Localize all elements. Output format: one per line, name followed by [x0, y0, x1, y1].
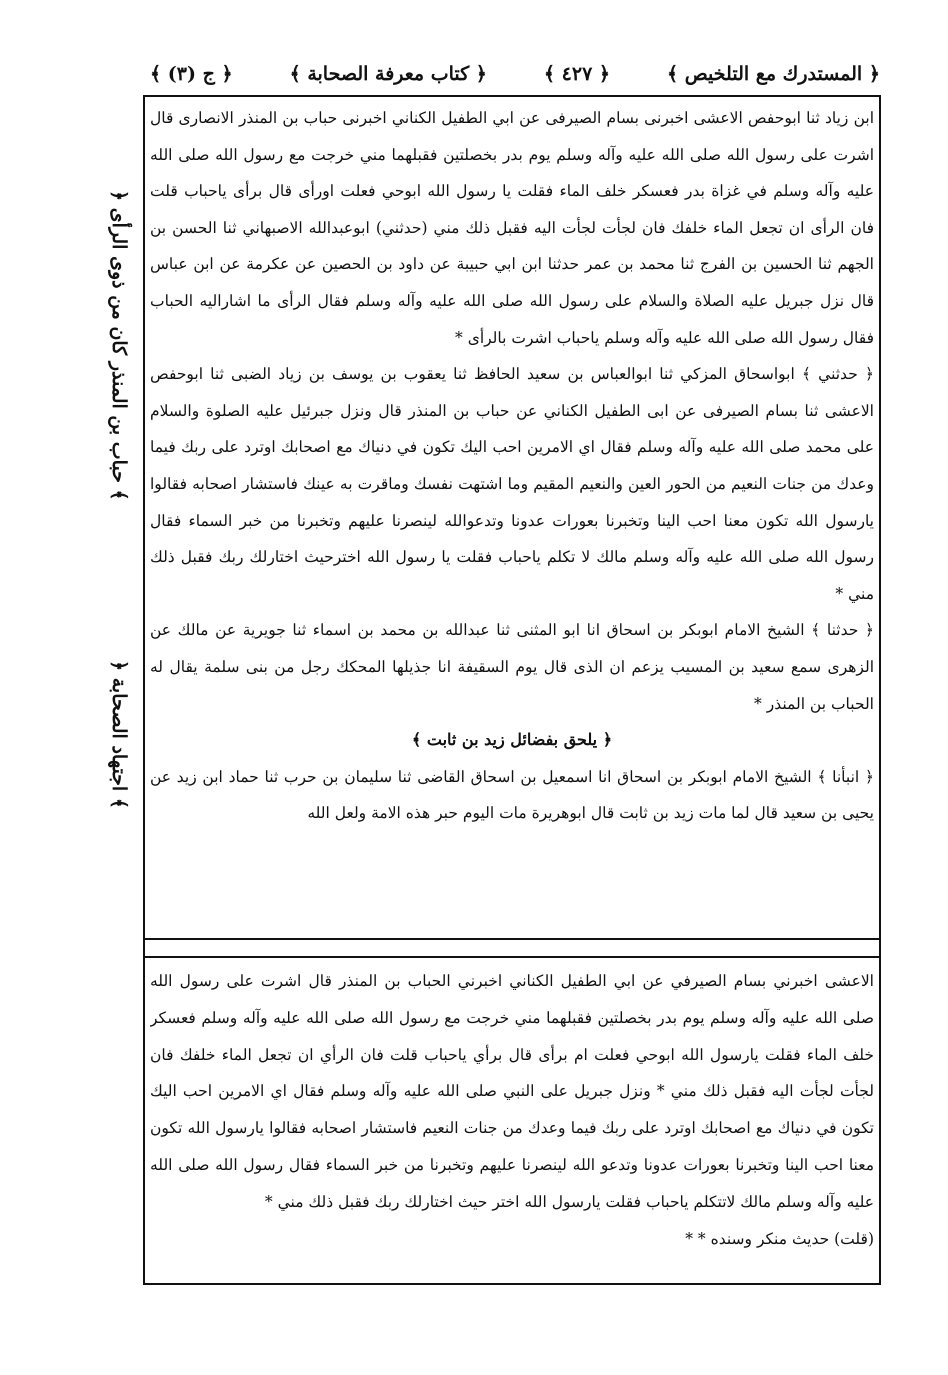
margin-note-lower: ﴿ اجتهاد الصحابة ﴾ — [108, 660, 130, 809]
footnote-divider-second — [143, 956, 881, 958]
footnote-text: الاعشى اخبرني بسام الصيرفي عن ابي الطفيل الكناني اخبرني الحباب بن المنذر قال اشرت على رسول الله صلى الله عليه وآله وسلم يوم بدر بخصلتين فقبلهما مني خرجت مع رسول الله صلى الله عليه وآله وسلم فعسكر خلف الماء فقلت يارسول الله ابوحي فعلت ام برأى قال برأي ياحباب قلت فان الرأي ان تجعل الماء خلفك فان لجأت لجأت اليه فقبل ذلك مني * ونزل جبريل على النبي صلى الله عليه وآله وسلم فقال اي الامرين احب اليك تكون في دنياك مع اصحابك اوترد على ربك فيما وعدك من جنات النعيم فاستشار اصحابه فقالوا يارسول الله تكون معنا احب الينا وتخبرنا بعورات عدونا وتدعو الله لينصرنا عليهم وتخبرنا من خبر السماء فقال رسول الله صلى الله عليه وآله وسلم مالك لاتتكلم ياحباب فقلت يارسول الله اختر حيث اختارلك ربك فقبل ذلك مني * — [150, 972, 874, 1211]
paragraph: ابن زياد ثنا ابوحفص الاعشى اخبرنى بسام الصيرفى عن ابي الطفيل الكناني اخبرنى حباب بن المنذر الانصارى قال اشرت على رسول الله صلى الله عليه وآله وسلم يوم بدر بخصلتين فقبلهما مني خرجت مع رسول الله صلى الله عليه وآله وسلم في غزاة بدر فعسكر خلف الماء فقلت يا رسول الله ابوحي فعلت اورأى قال برأى ياحباب قلت فان الرأى ان تجعل الماء خلفك فان لجأت لجأت اليه فقبل ذلك مني (حدثني) ابوعبدالله الاصبهاني ثنا الحسن بن الجهم ثنا الحسين بن الفرج ثنا محمد بن عمر حدثنا ابن ابي حبيبة عن داود بن الحصين عن عكرمة عن ابن عباس قال نزل جبريل عليه الصلاة والسلام على رسول الله صلى الله عليه وآله وسلم فقال الرأى ما اشاراليه الحباب فقال رسول الله صلى الله عليه وآله وسلم ياحباب اشرت بالرأى * — [150, 109, 874, 347]
paragraph: ﴿ حدثنا ﴾ الشيخ الامام ابوبكر بن اسحاق انا ابو المثنى ثنا عبدالله بن محمد بن اسماء ثنا جويرية عن مالك عن الزهرى سمع سعيد بن المسيب يزعم ان الذى قال يوم السقيفة انا جذيلها المحكك رجل من بنى سلمة يقال له الحباب بن المنذر * — [150, 621, 874, 713]
section-heading: ﴿ يلحق بفضائل زيد بن ثابت ﴾ — [411, 730, 613, 750]
paragraph: ﴿ حدثني ﴾ ابواسحاق المزكي ثنا ابوالعباس بن سعيد الحافظ ثنا يعقوب بن يوسف بن زياد الضبى ثنا ابوحفص الاعشى ثنا بسام الصيرفى عن ابى الطفيل الكناني عن حباب بن المنذر قال ونزل جبرئيل عليه الصلوة والسلام على محمد صلى الله عليه وآله وسلم فقال اي الامرين احب اليك تكون في دنياك مع اصحابك اوترد على ربك فيما وعدك من جنات النعيم من الحور العين والنعيم المقيم وما اشتهت نفسك وماقرت به عينك فاستشار اصحابه فقالوا يارسول الله تكون معنا احب الينا وتخبرنا بعورات عدونا وتدعوالله لينصرنا عليهم وتخبرنا من خبر السماء فقال رسول الله صلى الله عليه وآله وسلم مالك لا تكلم ياحباب فقلت يا رسول الله اخترحيث اختارلك ربك فقبل ذلك مني * — [150, 365, 874, 603]
volume-label: ﴿ ج (٣) ﴾ — [150, 63, 233, 85]
margin-note-upper: ﴿ حباب بن المنذر كان من ذوى الرأى ﴾ — [108, 190, 130, 501]
footnote-comment: (قلت) حديث منكر وسنده * * — [685, 1229, 874, 1248]
page-number: ﴿ ٤٢٧ ﴾ — [543, 63, 611, 85]
main-text — [150, 100, 874, 920]
work-title: ﴿ المستدرك مع التلخيص ﴾ — [667, 63, 880, 85]
footnote-divider — [143, 938, 881, 940]
paragraph: ﴿ انبأنا ﴾ الشيخ الامام ابوبكر بن اسحاق انا اسمعيل بن اسحاق القاضى ثنا سليمان بن حرب ثنا حماد ابن زيد عن يحيى بن سعيد قال لما مات زيد بن ثابت قال ابوهريرة مات اليوم حبر هذه الامة ولعل الله — [150, 767, 874, 823]
book-title: ﴿ كتاب معرفة الصحابة ﴾ — [289, 63, 487, 85]
footnote-area — [150, 963, 874, 1281]
running-header — [150, 54, 880, 94]
